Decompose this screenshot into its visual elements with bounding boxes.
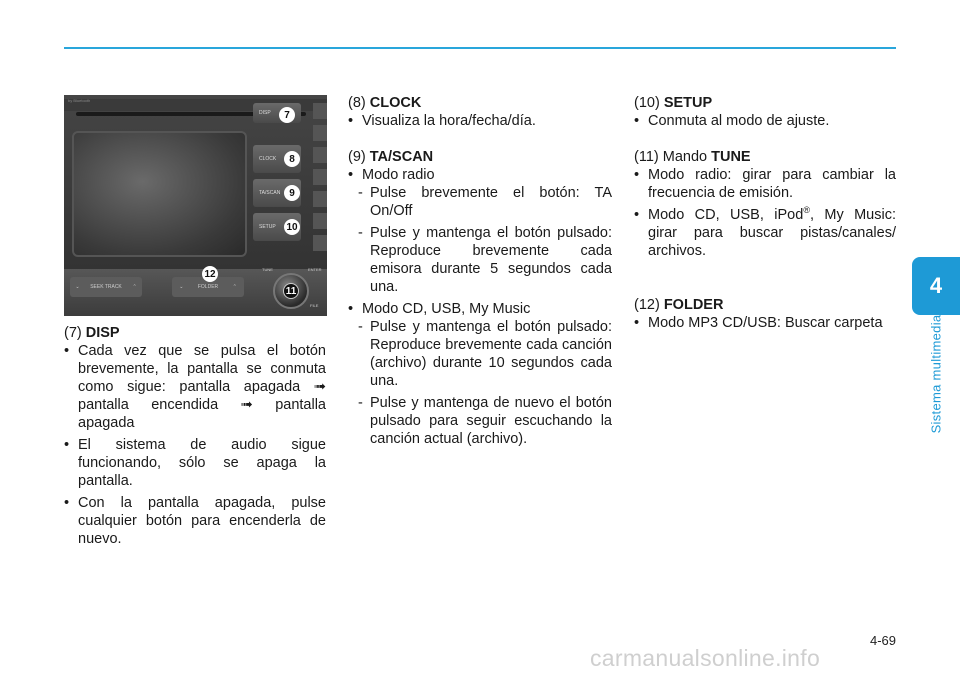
list-item: • Con la pantalla apagada, pulse cualquier botón para encenderla de nuevo. [64,494,326,548]
chevron-up-icon: ⌃ [232,284,237,290]
section-heading-folder: (12) FOLDER [634,297,724,313]
callout-9: 9 [284,185,300,201]
page-number: 4-69 [869,633,896,648]
list-item: • Modo radio: girar para cambiar la frecuencia de emisión. [634,166,896,202]
brand-label: by Bluetooth [68,98,91,103]
vent-slat [313,235,327,251]
column-clock-tascan [348,94,612,448]
callout-11: 11 [283,283,299,299]
section-heading-tascan: (9) TA/SCAN [348,149,434,165]
list-item: • Modo radio [348,166,612,184]
column-setup-tune-folder [634,94,896,332]
header-rule [64,47,896,49]
enter-label: ENTER [308,267,322,272]
disp-button: DISP [253,103,301,123]
callout-10: 10 [284,219,300,235]
vent-slat [313,169,327,185]
column-disp [64,324,326,548]
audio-unit-illustration [64,95,327,316]
watermark: carmanualsonline.info [590,645,821,671]
file-label: FILE [310,303,319,308]
callout-7: 7 [279,107,295,123]
clock-button: CLOCK [253,145,301,173]
vent-slat [313,147,327,163]
chapter-title: Sistema multimedia [928,314,944,434]
setup-button: SETUP [253,213,301,241]
list-item: • Cada vez que se pulsa el botón brevemente, la pantalla se conmuta como sigue: pantalla apagada ➟ pantalla encendida ➟ pantalla apagada [64,342,326,432]
callout-12: 12 [202,266,218,282]
sub-item: - Pulse y mantenga el botón pulsado: Reproduce brevemente cada canción (archivo) durante 10 segundos cada una. [348,318,612,390]
chevron-up-icon: ⌃ [132,284,137,290]
ta-scan-button: TA/SCAN [253,179,301,207]
folder-button: ⌄ FOLDER ⌃ [172,277,244,297]
sub-item: - Pulse brevemente el botón: TA On/Off [348,184,612,220]
section-heading-tune: (11) Mando TUNE [634,149,751,165]
display-screen [72,131,247,257]
chapter-tab[interactable] [912,257,960,315]
callout-8: 8 [284,151,300,167]
vent-slat [313,125,327,141]
chapter-number: 4 [929,273,943,298]
sub-item: - Pulse y mantenga de nuevo el botón pulsado para seguir escuchando la canción actual (archivo). [348,394,612,448]
chevron-down-icon: ⌄ [75,284,80,290]
seek-track-button: ⌄ SEEK TRACK ⌃ [70,277,142,297]
list-item: • Visualiza la hora/fecha/día. [348,112,612,130]
tune-label: TUNE [262,267,273,272]
list-item: • Modo CD, USB, My Music [348,300,612,318]
chevron-down-icon: ⌄ [179,284,184,290]
section-heading-disp: (7) DISP [64,325,120,341]
vent-slat [313,191,327,207]
list-item: • Modo MP3 CD/USB: Buscar carpeta [634,314,896,332]
list-item: • El sistema de audio sigue funcionando, sólo se apaga la pantalla. [64,436,326,490]
vent-slat [313,103,327,119]
section-heading-setup: (10) SETUP [634,95,713,111]
section-heading-clock: (8) CLOCK [348,95,422,111]
list-item: • Modo CD, USB, iPod®, My Music: girar para buscar pistas/canales/ archivos. [634,206,896,260]
vent-slat [313,213,327,229]
list-item: • Conmuta al modo de ajuste. [634,112,896,130]
sub-item: - Pulse y mantenga el botón pulsado: Reproduce brevemente cada emisora durante 5 segundos cada una. [348,224,612,296]
